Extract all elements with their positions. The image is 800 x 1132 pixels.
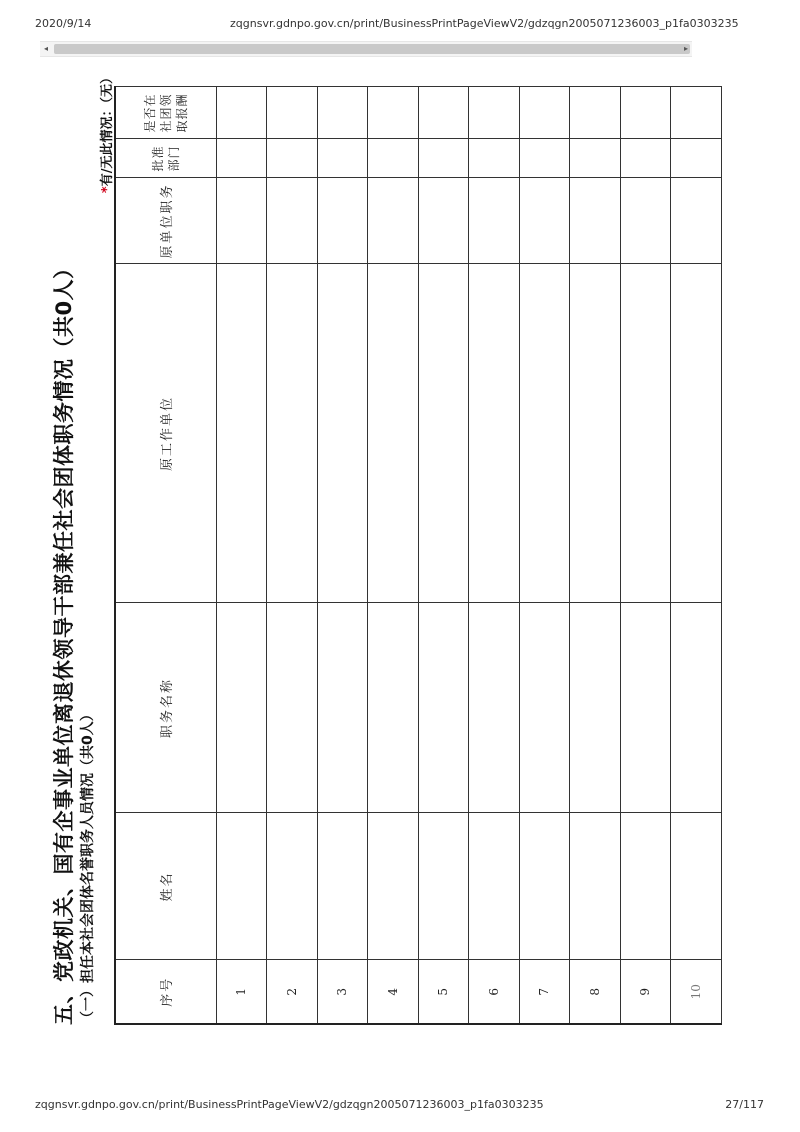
table-row (368, 87, 419, 1024)
section-subtitle: （一）担任本社会团体名誉职务人员情况（共0人） (80, 707, 96, 1025)
empty-cell (570, 813, 621, 960)
row-seq-cell: 4 (368, 960, 419, 1024)
empty-cell (671, 264, 722, 603)
empty-cell (216, 813, 267, 960)
empty-cell (368, 264, 419, 603)
empty-cell (469, 178, 520, 264)
row-seq-cell: 3 (317, 960, 368, 1024)
empty-cell (671, 813, 722, 960)
scroll-left-icon[interactable]: ◂ (43, 44, 48, 53)
empty-cell (671, 139, 722, 178)
table-row (267, 87, 318, 1024)
row-seq-cell: 1 (216, 960, 267, 1024)
empty-cell (418, 87, 469, 139)
row-seq-cell: 5 (418, 960, 469, 1024)
row-seq-cell: 7 (519, 960, 570, 1024)
empty-cell (368, 178, 419, 264)
empty-cell (267, 603, 318, 813)
col-header-position: 职务名称 (115, 603, 216, 813)
empty-cell (620, 87, 671, 139)
empty-cell (519, 264, 570, 603)
empty-cell (519, 87, 570, 139)
col-header-approval-dept: 批准部门 (115, 139, 216, 178)
empty-cell (620, 178, 671, 264)
empty-cell (267, 139, 318, 178)
empty-cell (216, 603, 267, 813)
empty-cell (570, 139, 621, 178)
empty-cell (418, 264, 469, 603)
empty-cell (368, 813, 419, 960)
empty-cell (620, 139, 671, 178)
empty-cell (418, 813, 469, 960)
table-row (418, 87, 469, 1024)
situation-note (96, 71, 115, 193)
empty-cell (469, 87, 520, 139)
row-seq-cell: 6 (469, 960, 520, 1024)
col-header-seq: 序号 (115, 960, 216, 1024)
empty-cell (570, 264, 621, 603)
col-header-name: 姓名 (115, 813, 216, 960)
table-row (620, 87, 671, 1024)
row-seq-cell: 2 (267, 960, 318, 1024)
empty-cell (469, 139, 520, 178)
col-header-former-position: 原单位职务 (115, 178, 216, 264)
row-seq-cell: 9 (620, 960, 671, 1024)
empty-cell (418, 178, 469, 264)
col-header-former-unit: 原工作单位 (115, 264, 216, 603)
rotated-report-page (48, 50, 703, 1040)
empty-cell (418, 603, 469, 813)
empty-cell (267, 264, 318, 603)
page-number: 27/117 (725, 1098, 764, 1111)
empty-cell (216, 139, 267, 178)
empty-cell (317, 87, 368, 139)
empty-cell (620, 264, 671, 603)
empty-cell (570, 87, 621, 139)
empty-cell (519, 139, 570, 178)
honorary-positions-table (114, 87, 722, 1026)
empty-cell (418, 139, 469, 178)
print-header-url: zqgnsvr.gdnpo.gov.cn/print/BusinessPrintPageViewV2/gdzqgn2005071236003_p1fa0303235 (230, 17, 739, 30)
row-seq-cell: 8 (570, 960, 621, 1024)
empty-cell (570, 178, 621, 264)
empty-cell (216, 178, 267, 264)
empty-cell (216, 87, 267, 139)
row-seq-cell: 10 (671, 960, 722, 1024)
section-title: 五、党政机关、国有企事业单位离退休领导干部兼任社会团体职务情况（共0人） (52, 257, 76, 1025)
empty-cell (317, 813, 368, 960)
empty-cell (469, 264, 520, 603)
table-header-row (115, 87, 216, 1024)
table-row (570, 87, 621, 1024)
empty-cell (317, 178, 368, 264)
required-mark: * (100, 186, 115, 194)
table-row (469, 87, 520, 1024)
scroll-right-icon[interactable]: ▸ (683, 44, 688, 53)
empty-cell (267, 813, 318, 960)
empty-cell (671, 603, 722, 813)
empty-cell (267, 178, 318, 264)
table-row (671, 87, 722, 1024)
table-row (317, 87, 368, 1024)
empty-cell (671, 87, 722, 139)
empty-cell (620, 813, 671, 960)
empty-cell (469, 603, 520, 813)
print-footer-url: zqgnsvr.gdnpo.gov.cn/print/BusinessPrintPageViewV2/gdzqgn2005071236003_p1fa0303235 (35, 1098, 544, 1111)
empty-cell (620, 603, 671, 813)
empty-cell (519, 813, 570, 960)
empty-cell (317, 264, 368, 603)
empty-cell (368, 139, 419, 178)
empty-cell (317, 603, 368, 813)
empty-cell (317, 139, 368, 178)
empty-cell (267, 87, 318, 139)
empty-cell (519, 603, 570, 813)
table-row (216, 87, 267, 1024)
empty-cell (671, 178, 722, 264)
empty-cell (570, 603, 621, 813)
table-row (519, 87, 570, 1024)
col-header-paid: 是否在社团领取报酬 (115, 87, 216, 139)
empty-cell (368, 87, 419, 139)
empty-cell (216, 264, 267, 603)
empty-cell (368, 603, 419, 813)
empty-cell (519, 178, 570, 264)
print-date: 2020/9/14 (35, 17, 92, 30)
situation-note-text: 有/无此情况：（无） (100, 71, 115, 187)
empty-cell (469, 813, 520, 960)
